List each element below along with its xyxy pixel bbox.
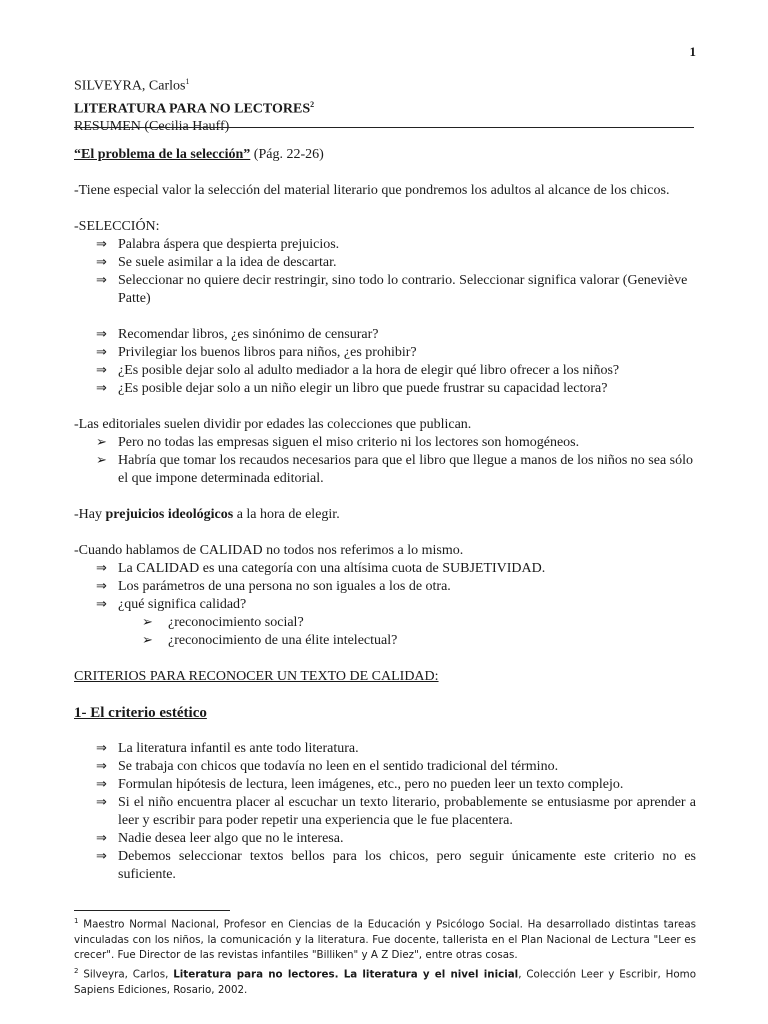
criterio-estetico-list bbox=[74, 740, 696, 884]
prejuicios-paragraph: -Hay prejuicios ideológicos a la hora de elegir. bbox=[74, 507, 340, 522]
arrow-icon: ⇒ bbox=[96, 327, 107, 342]
list-item: ⇒ La CALIDAD es una categoría con una altísima cuota de SUBJETIVIDAD. bbox=[96, 561, 546, 576]
list-item: ⇒ ¿Es posible dejar solo al adulto mediador a la hora de elegir qué libro ofrecer a los niños? bbox=[96, 363, 620, 378]
header-divider bbox=[74, 127, 694, 128]
summary-line: RESUMEN (Cecilia Hauff) bbox=[74, 119, 230, 135]
footnotes bbox=[74, 914, 696, 998]
author-name: SILVEYRA, Carlos bbox=[74, 78, 186, 94]
book-title: LITERATURA PARA NO LECTORES bbox=[74, 101, 311, 117]
arrow-icon: ⇒ bbox=[96, 579, 107, 594]
arrow-icon: ⇒ bbox=[96, 849, 107, 864]
section-title-text: “El problema de la selección” bbox=[74, 147, 251, 162]
footnote-2: $^2$ Silveyra, Carlos, Literatura para no lectores. La literatura y el nivel inicial, Colección Leer y Escribir, Homo Sapiens Ediciones, Rosario, 2002. bbox=[74, 966, 696, 996]
arrow-icon: ⇒ bbox=[96, 363, 107, 378]
arrow-icon: ⇒ bbox=[96, 597, 107, 612]
pointer-icon: ➢ bbox=[142, 615, 153, 630]
arrow-icon: ⇒ bbox=[96, 381, 107, 396]
intro-paragraph: -Tiene especial valor la selección del material literario que pondremos los adultos al alcance de los chicos. bbox=[74, 183, 670, 198]
calidad-sublist bbox=[74, 614, 696, 650]
list-item: ➢ ¿reconocimiento social? bbox=[142, 615, 304, 630]
criterio-estetico-title: 1- El criterio estético bbox=[74, 705, 207, 721]
arrow-icon: ⇒ bbox=[96, 759, 107, 774]
document-body bbox=[74, 146, 696, 884]
list-item: ⇒ La literatura infantil es ante todo literatura. bbox=[96, 741, 359, 756]
footnote-ref-1: 1 bbox=[185, 77, 190, 86]
seleccion-questions bbox=[74, 326, 696, 398]
arrow-icon: ⇒ bbox=[96, 561, 107, 576]
section-title bbox=[74, 146, 696, 164]
list-item: ⇒ Nadie desea leer algo que no le interesa. bbox=[96, 831, 344, 846]
book-title-line bbox=[74, 96, 694, 119]
calidad-paragraph: -Cuando hablamos de CALIDAD no todos nos referimos a lo mismo. bbox=[74, 543, 464, 558]
list-item: ➢ Pero no todas las empresas siguen el miso criterio ni los lectores son homogéneos. bbox=[96, 435, 580, 450]
prejuicios-bold: prejuicios ideológicos bbox=[105, 507, 234, 522]
criterios-heading: CRITERIOS PARA RECONOCER UN TEXTO DE CALIDAD: bbox=[74, 669, 439, 684]
arrow-icon: ⇒ bbox=[96, 345, 107, 360]
arrow-icon: ⇒ bbox=[96, 273, 107, 288]
list-item: ⇒ Se trabaja con chicos que todavía no leen en el sentido tradicional del término. bbox=[96, 759, 559, 774]
pointer-icon: ➢ bbox=[96, 435, 107, 450]
section-pages: (Pág. 22-26) bbox=[250, 147, 324, 162]
list-item: ➢ ¿reconocimiento de una élite intelectual? bbox=[142, 633, 398, 648]
footnote-ref-2: 2 bbox=[310, 99, 315, 109]
list-item: ⇒ Si el niño encuentra placer al escuchar un texto literario, probablemente se entusiasme por aprender a leer y escribir para poder repetir una experiencia que le fue placentera. bbox=[96, 795, 696, 828]
seleccion-heading: -SELECCIÓN: bbox=[74, 219, 160, 234]
list-item: ⇒ Formulan hipótesis de lectura, leen imágenes, etc., pero no pueden leer un texto complejo. bbox=[96, 777, 624, 792]
list-item: ⇒ Los parámetros de una persona no son iguales a los de otra. bbox=[96, 579, 451, 594]
arrow-icon: ⇒ bbox=[96, 237, 107, 252]
footnote-1: $^1$ Maestro Normal Nacional, Profesor en Ciencias de la Educación y Psicólogo Social. Ha desarrollado distintas tareas vinculadas con los niños, la comunicación y la literatura. Fue docente, tallerista en el Plan Nacional de Lectura "Leer es crecer". Fue Director de las revistas infantiles "Billiken" y A Z Diez", entre otras cosas. bbox=[74, 917, 696, 962]
pointer-icon: ➢ bbox=[96, 453, 107, 468]
arrow-icon: ⇒ bbox=[96, 777, 107, 792]
list-item: ⇒ ¿Es posible dejar solo a un niño elegir un libro que puede frustrar su capacidad lectora? bbox=[96, 381, 608, 396]
page-number: 1 bbox=[689, 44, 696, 59]
footnote-divider bbox=[74, 910, 230, 911]
arrow-icon: ⇒ bbox=[96, 741, 107, 756]
list-item: ⇒ Recomendar libros, ¿es sinónimo de censurar? bbox=[96, 327, 379, 342]
calidad-list bbox=[74, 560, 696, 614]
list-item: ⇒ Se suele asimilar a la idea de descartar. bbox=[96, 255, 337, 270]
list-item: ⇒ ¿qué significa calidad? bbox=[96, 597, 247, 612]
list-item: ⇒ Debemos seleccionar textos bellos para los chicos, pero seguir únicamente este criterio no es suficiente. bbox=[96, 849, 696, 882]
arrow-icon: ⇒ bbox=[96, 255, 107, 270]
author-line bbox=[74, 73, 694, 96]
list-item: ⇒ Seleccionar no quiere decir restringir, sino todo lo contrario. Seleccionar significa valorar (Geneviève Patte) bbox=[96, 273, 688, 306]
seleccion-list bbox=[74, 236, 696, 308]
arrow-icon: ⇒ bbox=[96, 831, 107, 846]
list-item: ⇒ Privilegiar los buenos libros para niños, ¿es prohibir? bbox=[96, 345, 417, 360]
arrow-icon: ⇒ bbox=[96, 795, 107, 810]
pointer-icon: ➢ bbox=[142, 633, 153, 648]
list-item: ➢ Habría que tomar los recaudos necesarios para que el libro que llegue a manos de los niños no sea sólo el que impone determinada editorial. bbox=[96, 453, 693, 486]
editoriales-list bbox=[74, 434, 696, 488]
list-item: ⇒ Palabra áspera que despierta prejuicios. bbox=[96, 237, 340, 252]
editoriales-paragraph: -Las editoriales suelen dividir por edades las colecciones que publican. bbox=[74, 417, 472, 432]
